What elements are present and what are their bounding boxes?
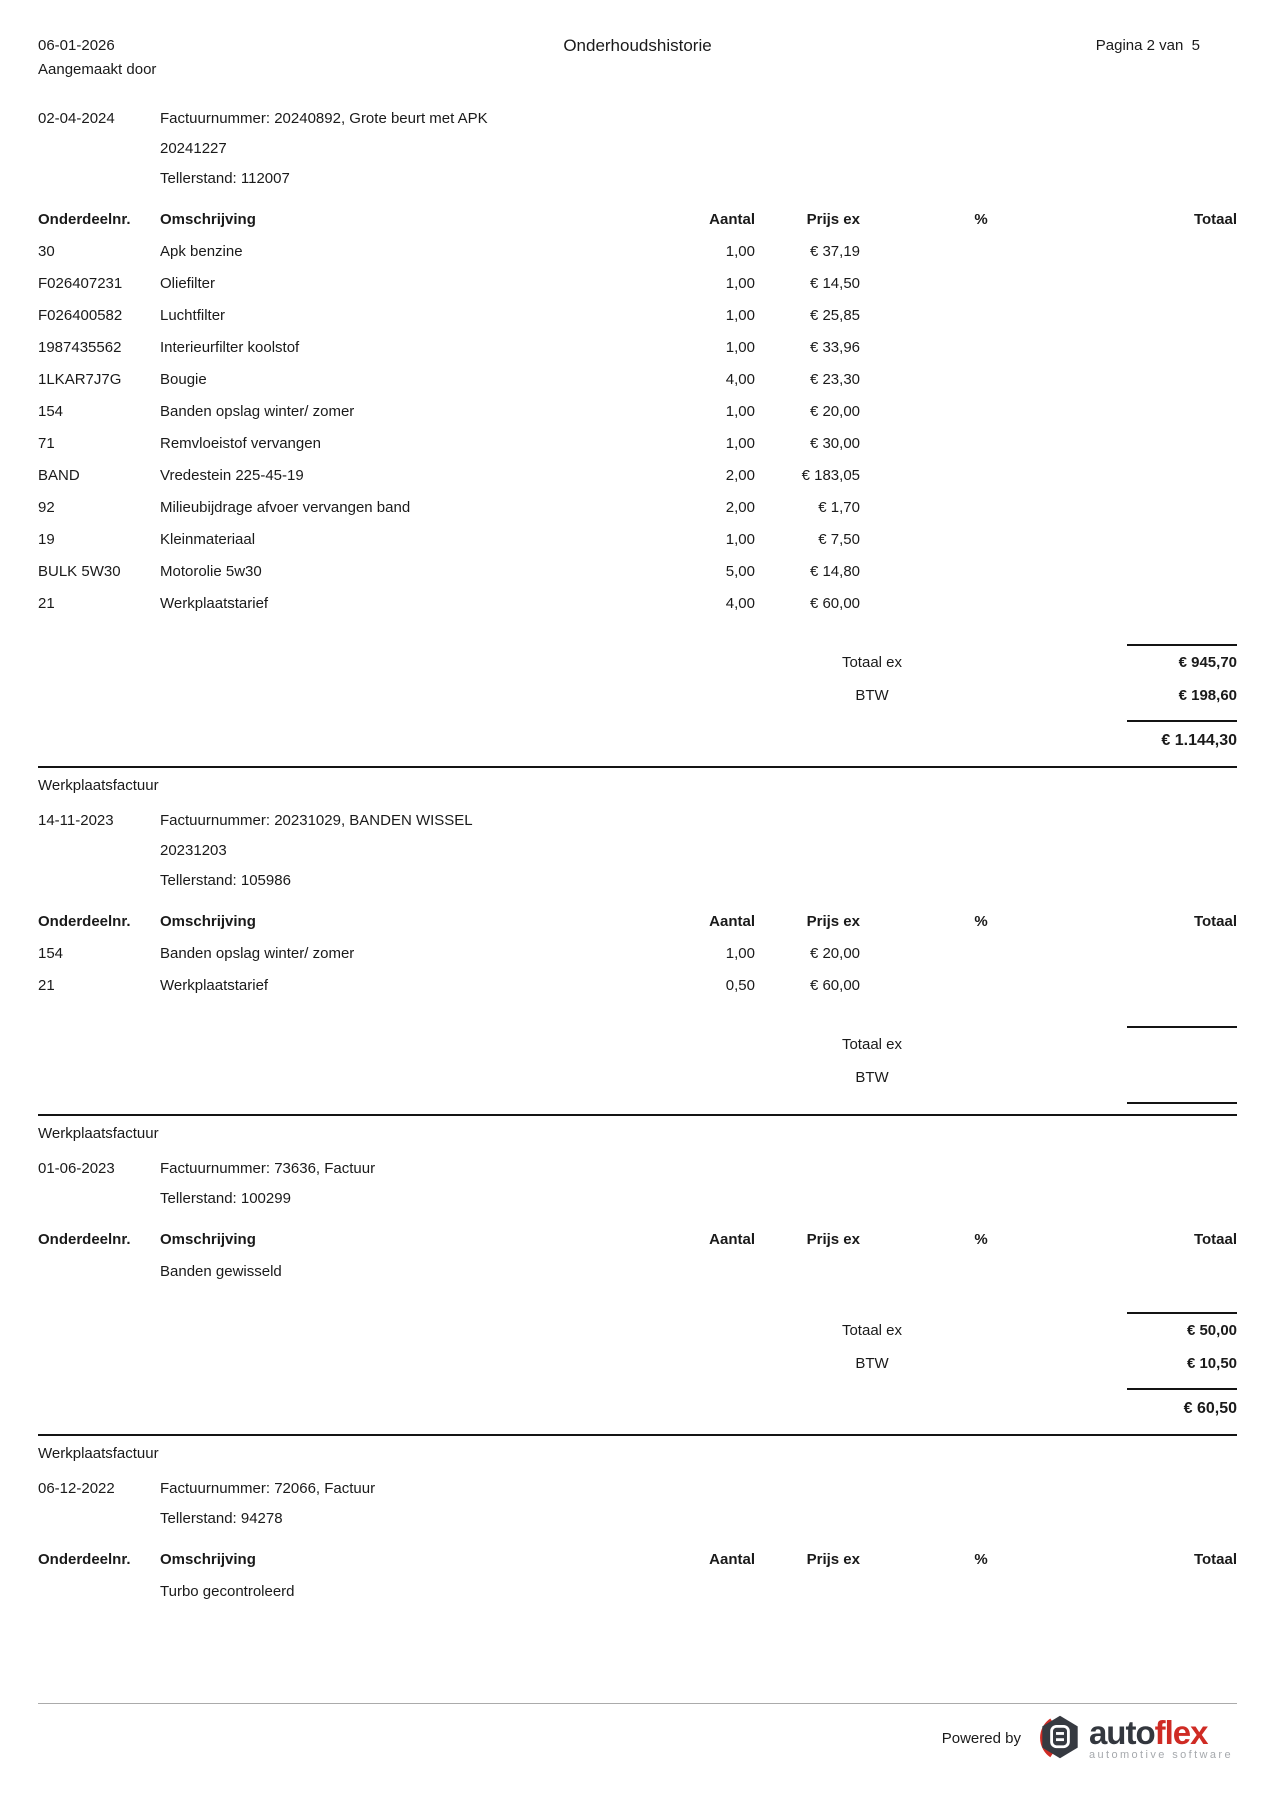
cell-pct [860, 970, 1102, 1002]
col-aantal: Aantal [709, 1231, 755, 1248]
page-number: Pagina 2 van 5 [1095, 37, 1200, 54]
invoice-meta [38, 1154, 1237, 1214]
cell-onderdeelnr: BAND [38, 467, 80, 484]
table-row [38, 460, 1237, 492]
vat-value: € 10,50 [1186, 1355, 1237, 1372]
col-onderdeelnr: Onderdeelnr. [38, 1231, 131, 1248]
cell-onderdeelnr: 154 [38, 945, 64, 962]
cell-totaal [1102, 492, 1237, 524]
cell-totaal [1102, 588, 1237, 620]
cell-onderdeelnr [38, 1256, 160, 1288]
invoice-meta-lines [160, 104, 488, 194]
table-row [38, 1256, 1237, 1288]
odometer-reading: Tellerstand: 112007 [160, 170, 290, 187]
cell-onderdeelnr: F026407231 [38, 275, 123, 292]
cell-aantal: 1,00 [725, 275, 755, 292]
cell-pct [860, 556, 1102, 588]
cell-omschrijving: Werkplaatstarief [160, 977, 269, 994]
cell-totaal [1102, 428, 1237, 460]
invoice-date: 02-04-2024 [38, 110, 115, 127]
col-omschrijving: Omschrijving [160, 1231, 256, 1248]
invoice-date: 01-06-2023 [38, 1160, 115, 1177]
invoice-type-label: Werkplaatsfactuur [38, 777, 159, 794]
cell-pct [860, 332, 1102, 364]
col-totaal: Totaal [1193, 1551, 1237, 1568]
invoice-meta-lines [160, 806, 473, 896]
table-header [38, 204, 1237, 236]
table-row [38, 492, 1237, 524]
cell-prijs-ex: € 30,00 [809, 435, 860, 452]
col-onderdeelnr: Onderdeelnr. [38, 1551, 131, 1568]
cell-prijs-ex: € 7,50 [818, 531, 860, 548]
cell-totaal [1102, 970, 1237, 1002]
cell-prijs-ex: € 14,80 [809, 563, 860, 580]
invoice-meta [38, 806, 1237, 896]
invoice-section [38, 766, 1237, 1104]
col-onderdeelnr: Onderdeelnr. [38, 211, 131, 228]
brand-name-auto: auto [1088, 1713, 1155, 1751]
table-row [38, 364, 1237, 396]
cell-aantal: 4,00 [725, 371, 755, 388]
cell-totaal [1102, 300, 1237, 332]
odometer-reading: Tellerstand: 105986 [160, 872, 291, 889]
cell-pct [860, 364, 1102, 396]
page-footer [38, 1703, 1237, 1766]
invoice-section [38, 104, 1237, 756]
autoflex-logo [1037, 1712, 1233, 1766]
cell-prijs-ex: € 37,19 [809, 243, 860, 260]
subtotal-value: € 945,70 [1178, 654, 1237, 671]
col-omschrijving: Omschrijving [160, 211, 256, 228]
cell-prijs-ex: € 60,00 [809, 977, 860, 994]
grand-total-divider [1127, 1388, 1237, 1390]
cell-onderdeelnr: 1LKAR7J7G [38, 371, 122, 388]
cell-totaal [1102, 938, 1237, 970]
invoice-date: 14-11-2023 [38, 812, 114, 829]
col-omschrijving: Omschrijving [160, 1551, 256, 1568]
cell-totaal [1102, 524, 1237, 556]
subtotal-row [38, 1028, 1237, 1061]
col-totaal: Totaal [1193, 211, 1237, 228]
subtotal-label: Totaal ex [841, 654, 903, 671]
subtotal-label: Totaal ex [841, 1322, 903, 1339]
cell-omschrijving: Luchtfilter [160, 307, 226, 324]
table-row [38, 938, 1237, 970]
col-omschrijving: Omschrijving [160, 913, 256, 930]
cell-totaal [1102, 364, 1237, 396]
brand-name [1088, 1713, 1233, 1751]
col-pct: % [974, 211, 988, 228]
vat-row [38, 1061, 1237, 1094]
cell-onderdeelnr: 1987435562 [38, 339, 122, 356]
invoice-meta [38, 104, 1237, 194]
cell-prijs-ex: € 20,00 [809, 945, 860, 962]
powered-by-label: Powered by [941, 1730, 1021, 1747]
col-aantal: Aantal [709, 913, 755, 930]
cell-aantal: 1,00 [725, 243, 755, 260]
cell-prijs-ex: € 33,96 [809, 339, 860, 356]
table-header [38, 1544, 1237, 1576]
cell-totaal [1102, 396, 1237, 428]
invoice-date: 06-12-2022 [38, 1480, 115, 1497]
cell-prijs-ex: € 14,50 [809, 275, 860, 292]
cell-omschrijving: Turbo gecontroleerd [160, 1583, 295, 1600]
cell-omschrijving: Vredestein 225-45-19 [160, 467, 304, 484]
cell-totaal [1102, 1256, 1237, 1288]
cell-aantal: 1,00 [725, 435, 755, 452]
cell-omschrijving: Kleinmateriaal [160, 531, 256, 548]
vat-row [38, 679, 1237, 712]
cell-omschrijving: Interieurfilter koolstof [160, 339, 300, 356]
cell-onderdeelnr: 30 [38, 243, 55, 260]
grand-total-divider [1127, 720, 1237, 722]
cell-prijs-ex: € 1,70 [818, 499, 860, 516]
cell-pct [860, 396, 1102, 428]
created-by-label: Aangemaakt door [38, 61, 157, 78]
totals-block [38, 1026, 1237, 1104]
cell-pct [860, 588, 1102, 620]
cell-totaal [1102, 556, 1237, 588]
cell-aantal: 1,00 [725, 339, 755, 356]
invoice-type-label: Werkplaatsfactuur [38, 1445, 159, 1462]
cell-prijs-ex: € 25,85 [809, 307, 860, 324]
cell-totaal [1102, 460, 1237, 492]
cell-omschrijving: Banden opslag winter/ zomer [160, 403, 355, 420]
cell-aantal: 0,50 [725, 977, 755, 994]
cell-aantal: 4,00 [725, 595, 755, 612]
invoice-reference: 20241227 [160, 140, 227, 157]
col-pct: % [974, 913, 988, 930]
invoice-number: Factuurnummer: 73636, Factuur [160, 1160, 376, 1177]
cell-totaal [1102, 236, 1237, 268]
cell-aantal: 2,00 [725, 467, 755, 484]
invoice-reference: 20231203 [160, 842, 227, 859]
col-totaal: Totaal [1193, 913, 1237, 930]
vat-value [947, 1061, 1237, 1094]
invoice-meta [38, 1474, 1237, 1534]
footer-divider [38, 1703, 1237, 1704]
cell-pct [860, 524, 1102, 556]
cell-prijs-ex: € 23,30 [809, 371, 860, 388]
table-row [38, 236, 1237, 268]
cell-onderdeelnr: 21 [38, 977, 55, 994]
col-prijs-ex: Prijs ex [806, 211, 860, 228]
cell-prijs-ex: € 183,05 [801, 467, 860, 484]
vat-label: BTW [855, 1355, 889, 1372]
grand-total-value: € 1.144,30 [1161, 732, 1237, 749]
totals-block [38, 1312, 1237, 1424]
grand-total-divider [1127, 1102, 1237, 1104]
cell-pct [860, 236, 1102, 268]
cell-pct [860, 1576, 1102, 1608]
cell-prijs-ex: € 60,00 [809, 595, 860, 612]
invoice-number: Factuurnummer: 20240892, Grote beurt met APK [160, 110, 488, 127]
page-title: Onderhoudshistorie [563, 36, 712, 55]
table-row [38, 1576, 1237, 1608]
invoice-meta-lines [160, 1474, 375, 1534]
col-pct: % [974, 1231, 988, 1248]
table-row [38, 300, 1237, 332]
table-header [38, 906, 1237, 938]
col-prijs-ex: Prijs ex [806, 1551, 860, 1568]
table-row [38, 428, 1237, 460]
cell-totaal [1102, 268, 1237, 300]
odometer-reading: Tellerstand: 100299 [160, 1190, 291, 1207]
subtotal-row [38, 646, 1237, 679]
cell-aantal: 1,00 [725, 531, 755, 548]
cell-aantal: 1,00 [725, 307, 755, 324]
vat-row [38, 1347, 1237, 1380]
brand-tagline: automotive software [1088, 1748, 1233, 1761]
table-row [38, 588, 1237, 620]
cell-pct [860, 300, 1102, 332]
cell-aantal [600, 1576, 755, 1608]
invoice-number: Factuurnummer: 20231029, BANDEN WISSEL [160, 812, 473, 829]
col-totaal: Totaal [1193, 1231, 1237, 1248]
page-header [38, 34, 1237, 82]
grand-total-value: € 60,50 [1183, 1400, 1237, 1417]
cell-omschrijving: Motorolie 5w30 [160, 563, 262, 580]
cell-omschrijving: Oliefilter [160, 275, 216, 292]
cell-totaal [1102, 1576, 1237, 1608]
cell-onderdeelnr: 92 [38, 499, 55, 516]
invoice-type-label: Werkplaatsfactuur [38, 1125, 159, 1142]
subtotal-row [38, 1314, 1237, 1347]
col-prijs-ex: Prijs ex [806, 1231, 860, 1248]
invoice-section [38, 1434, 1237, 1608]
vat-label: BTW [855, 687, 889, 704]
invoice-number: Factuurnummer: 72066, Factuur [160, 1480, 376, 1497]
col-aantal: Aantal [709, 211, 755, 228]
subtotal-value: € 50,00 [1186, 1322, 1237, 1339]
cell-onderdeelnr: 19 [38, 531, 55, 548]
cell-omschrijving: Remvloeistof vervangen [160, 435, 321, 452]
footer-brand-row [38, 1712, 1237, 1766]
table-header [38, 1224, 1237, 1256]
cell-pct [860, 460, 1102, 492]
cell-omschrijving: Werkplaatstarief [160, 595, 269, 612]
cell-pct [860, 938, 1102, 970]
cell-prijs-ex [755, 1576, 860, 1608]
cell-prijs-ex: € 20,00 [809, 403, 860, 420]
vat-label: BTW [855, 1069, 889, 1086]
cell-pct [860, 492, 1102, 524]
cell-pct [860, 428, 1102, 460]
cell-totaal [1102, 332, 1237, 364]
cell-pct [860, 1256, 1102, 1288]
cell-omschrijving: Banden opslag winter/ zomer [160, 945, 355, 962]
odometer-reading: Tellerstand: 94278 [160, 1510, 283, 1527]
autoflex-wordmark [1088, 1713, 1233, 1762]
cell-onderdeelnr: F026400582 [38, 307, 123, 324]
invoice-section [38, 1114, 1237, 1424]
table-row [38, 524, 1237, 556]
cell-omschrijving: Apk benzine [160, 243, 243, 260]
col-aantal: Aantal [709, 1551, 755, 1568]
col-pct: % [974, 1551, 988, 1568]
col-prijs-ex: Prijs ex [806, 913, 860, 930]
cell-aantal [600, 1256, 755, 1288]
autoflex-logo-icon [1037, 1712, 1083, 1766]
table-row [38, 268, 1237, 300]
cell-onderdeelnr [38, 1576, 160, 1608]
col-onderdeelnr: Onderdeelnr. [38, 913, 131, 930]
table-row [38, 556, 1237, 588]
totals-block [38, 644, 1237, 756]
print-date: 06-01-2026 [38, 37, 115, 54]
table-row [38, 970, 1237, 1002]
subtotal-label: Totaal ex [841, 1036, 903, 1053]
vat-value: € 198,60 [1178, 687, 1237, 704]
cell-onderdeelnr: BULK 5W30 [38, 563, 121, 580]
brand-name-flex: flex [1154, 1713, 1208, 1751]
cell-pct [860, 268, 1102, 300]
cell-omschrijving: Milieubijdrage afvoer vervangen band [160, 499, 411, 516]
cell-omschrijving: Bougie [160, 371, 207, 388]
cell-prijs-ex [755, 1256, 860, 1288]
cell-aantal: 1,00 [725, 945, 755, 962]
cell-aantal: 1,00 [725, 403, 755, 420]
invoice-meta-lines [160, 1154, 375, 1214]
header-left [38, 34, 563, 82]
table-row [38, 332, 1237, 364]
cell-onderdeelnr: 21 [38, 595, 55, 612]
cell-omschrijving: Banden gewisseld [160, 1263, 282, 1280]
cell-onderdeelnr: 71 [38, 435, 55, 452]
subtotal-value [947, 1028, 1237, 1061]
cell-aantal: 2,00 [725, 499, 755, 516]
table-row [38, 396, 1237, 428]
cell-onderdeelnr: 154 [38, 403, 64, 420]
cell-aantal: 5,00 [725, 563, 755, 580]
